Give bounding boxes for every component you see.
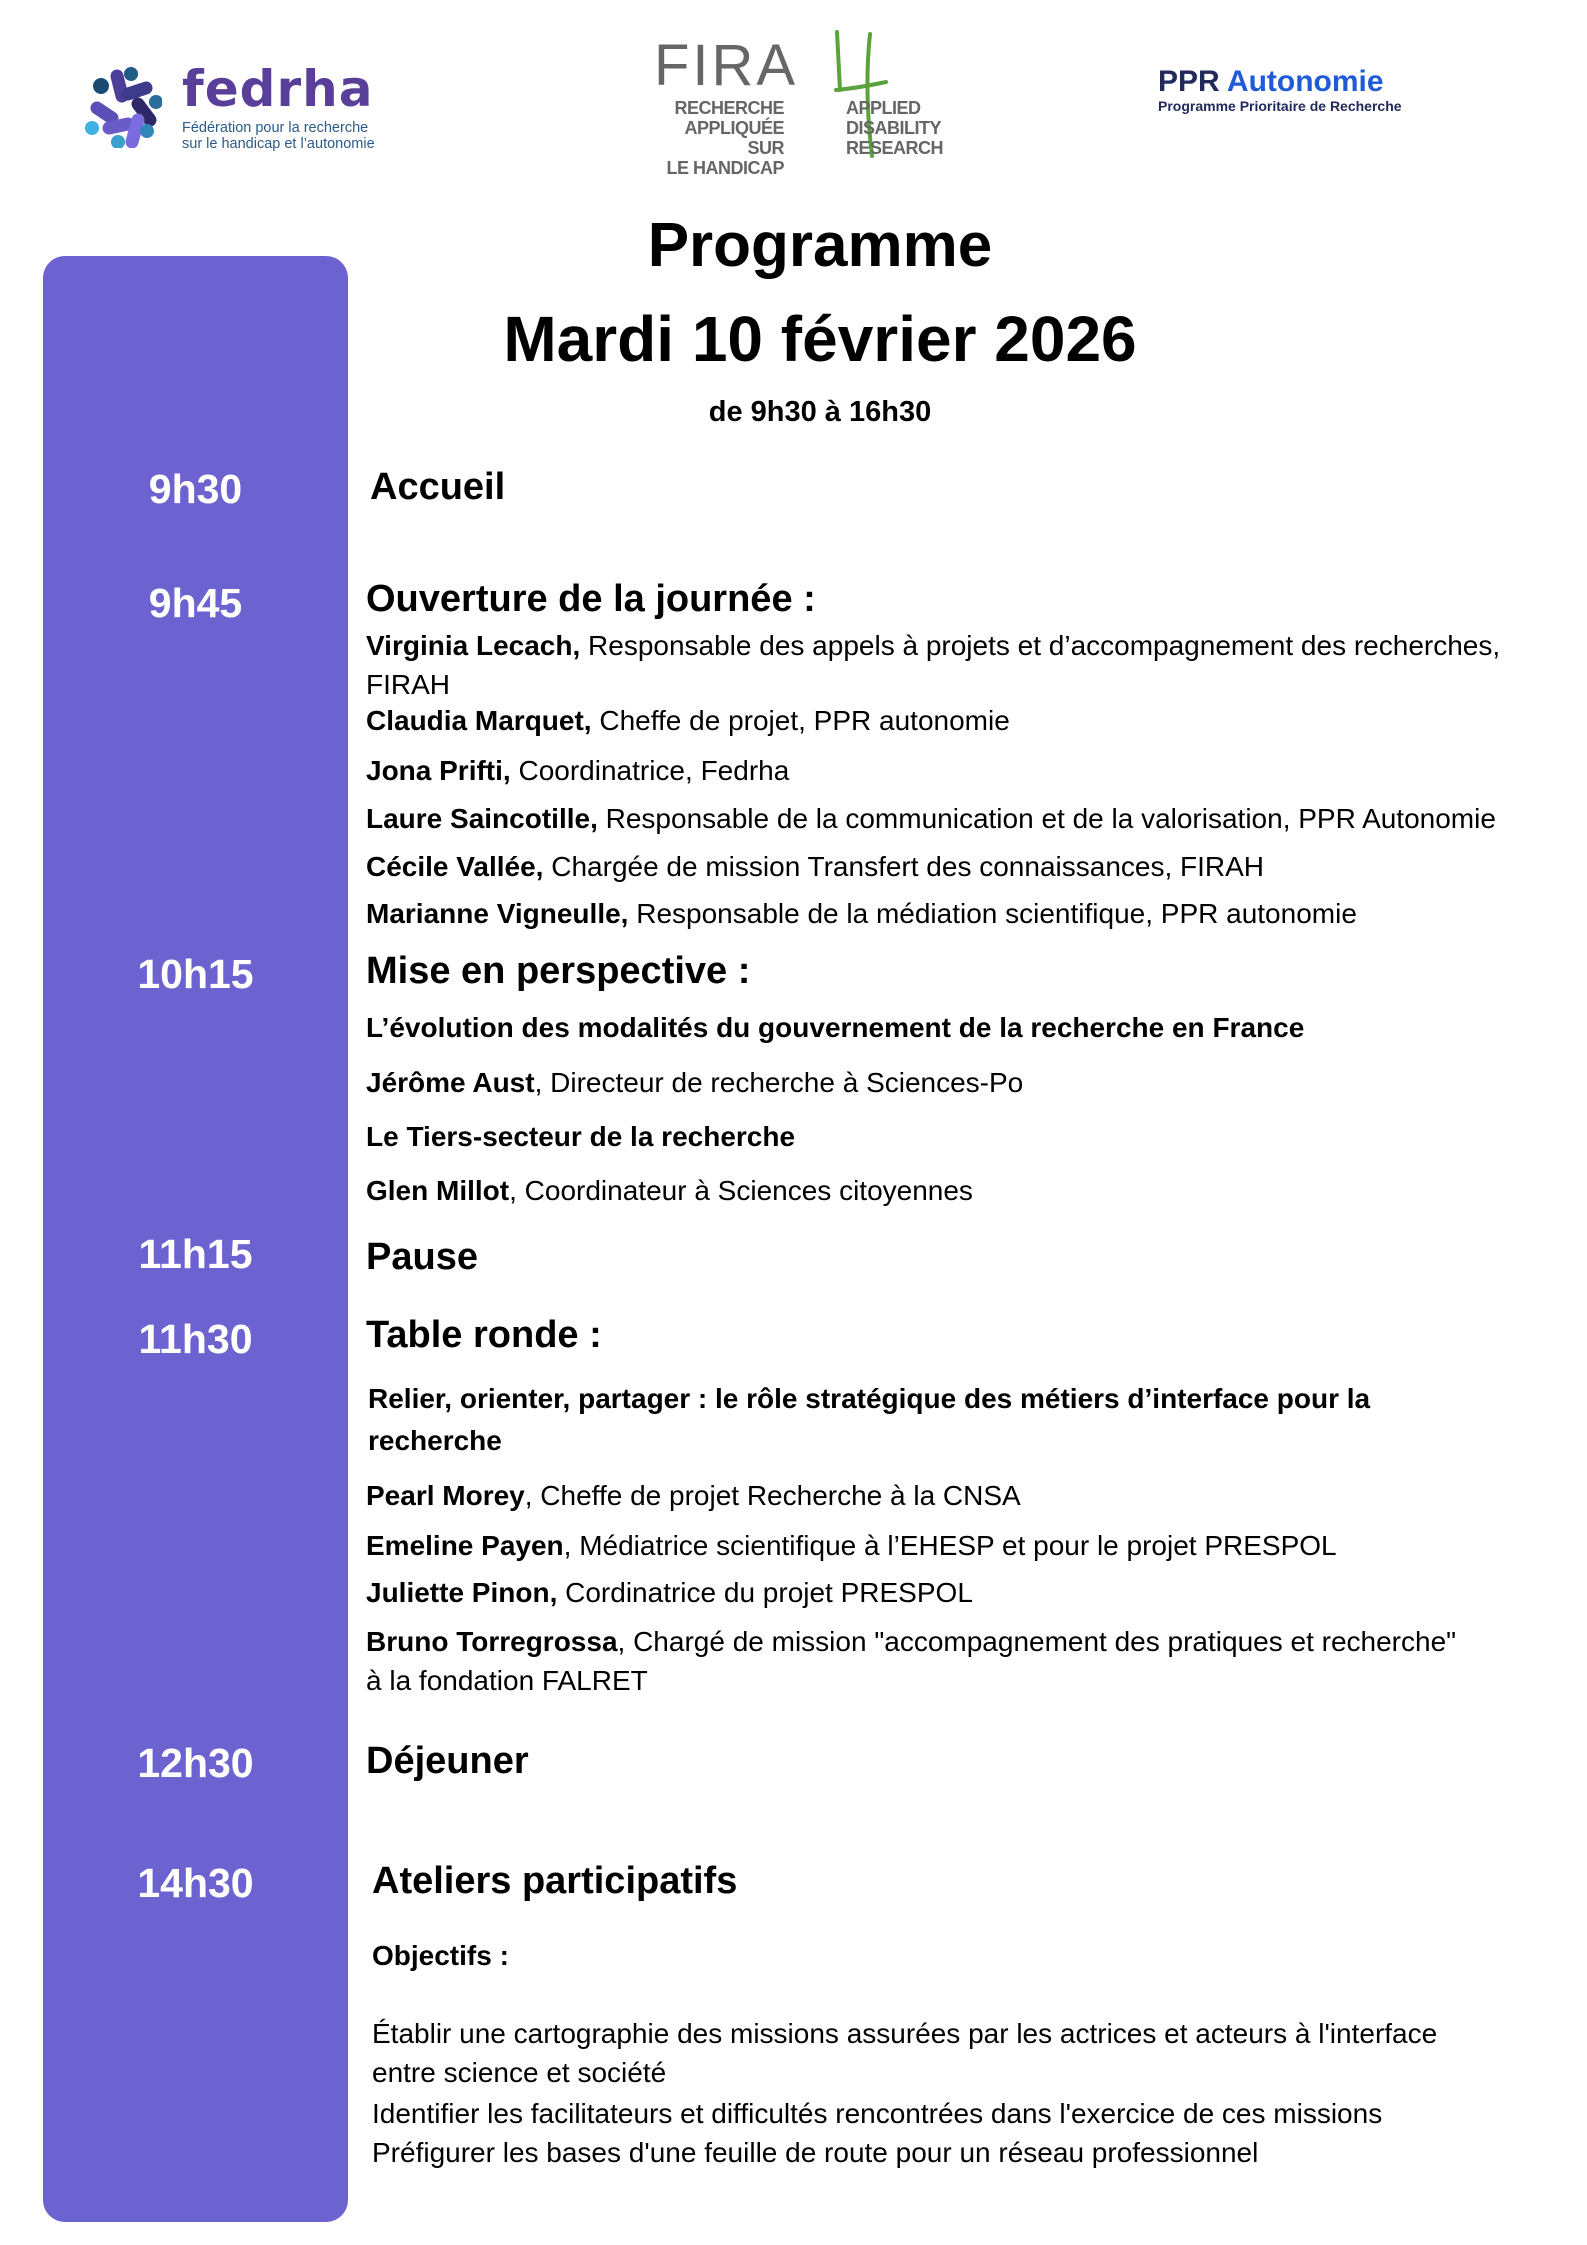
- speaker-line: [366, 803, 1496, 835]
- firah-left-line: APPLIQUÉE SUR: [684, 118, 784, 158]
- session-title-perspective: Mise en perspective :: [366, 950, 751, 992]
- speaker-name: Claudia Marquet,: [366, 705, 592, 736]
- speaker-name: Emeline Payen: [366, 1530, 564, 1561]
- speaker-role: Responsable des appels à projets et d’accompagnement des recherches,: [580, 630, 1501, 661]
- speaker-line: [366, 1067, 1023, 1099]
- speaker-name: Virginia Lecach,: [366, 630, 581, 661]
- fedrha-molecule-icon: [84, 62, 162, 148]
- session-title-ouverture: Ouverture de la journée :: [366, 578, 816, 620]
- time-label: 9h45: [148, 580, 243, 626]
- firah-right-line: DISABILITY: [846, 118, 942, 138]
- time-label: 11h30: [138, 1316, 253, 1362]
- speaker-line: [366, 755, 789, 787]
- speaker-name: Laure Saincotille,: [366, 803, 598, 834]
- fedrha-logo: [84, 62, 414, 158]
- speaker-role: , Cheffe de projet Recherche à la CNSA: [524, 1480, 1021, 1511]
- session-title-ateliers: Ateliers participatifs: [372, 1860, 738, 1902]
- firah-right-line: APPLIED: [846, 98, 921, 118]
- fedrha-subtitle-line2: sur le handicap et l’autonomie: [182, 136, 375, 152]
- session-title-dejeuner: Déjeuner: [366, 1740, 529, 1782]
- speaker-line: [366, 851, 1264, 883]
- speaker-name: Pearl Morey: [366, 1480, 525, 1511]
- ppr-text: PPR: [1158, 65, 1220, 98]
- session-title-pause: Pause: [366, 1236, 478, 1278]
- fedrha-subtitle-line1: Fédération pour la recherche: [182, 120, 369, 136]
- speaker-name: Bruno Torregrossa: [366, 1626, 618, 1657]
- speaker-role-continued: FIRAH: [366, 669, 450, 700]
- speaker-line: [366, 1626, 1456, 1658]
- firah-wordmark: FIRA: [654, 33, 799, 98]
- session-title-table-ronde: Table ronde :: [366, 1314, 602, 1356]
- time-label: 12h30: [137, 1740, 254, 1786]
- autonomie-text: Autonomie: [1226, 65, 1384, 98]
- speaker-role: Responsable de la médiation scientifique, PPR autonomie: [628, 898, 1357, 929]
- firah-left-line: LE HANDICAP: [666, 158, 784, 178]
- speaker-role: , Coordinateur à Sciences citoyennes: [509, 1175, 973, 1206]
- speaker-role: , Médiatrice scientifique à l’EHESP et pour le projet PRESPOL: [563, 1530, 1337, 1561]
- round-table-topic-continued: recherche: [368, 1425, 502, 1456]
- fedrha-wordmark: fedrha: [182, 60, 374, 118]
- time-label: 9h30: [148, 466, 243, 512]
- speaker-role: , Directeur de recherche à Sciences-Po: [534, 1067, 1024, 1098]
- event-date: Mardi 10 février 2026: [503, 303, 1137, 375]
- talk-title: Le Tiers-secteur de la recherche: [366, 1121, 796, 1152]
- ppr-wordmark: [1158, 66, 1402, 98]
- speaker-line: [366, 1530, 1337, 1562]
- speaker-name: Glen Millot: [366, 1175, 510, 1206]
- time-label: 11h15: [138, 1231, 253, 1277]
- firah-left-line: RECHERCHE: [674, 98, 784, 118]
- firah-logo: [650, 30, 950, 178]
- speaker-name: Jona Prifti,: [366, 755, 511, 786]
- speaker-name: Juliette Pinon,: [366, 1577, 558, 1608]
- speaker-name: Marianne Vigneulle,: [366, 898, 629, 929]
- speaker-role: Responsable de la communication et de la valorisation, PPR Autonomie: [597, 803, 1496, 834]
- speaker-line: [366, 630, 1500, 662]
- objective-line: Identifier les facilitateurs et difficultés rencontrées dans l'exercice de ces missions: [372, 2098, 1383, 2129]
- speaker-role-continued: à la fondation FALRET: [366, 1665, 648, 1696]
- speaker-name: Cécile Vallée,: [366, 851, 544, 882]
- page-title: Programme: [647, 211, 993, 280]
- speaker-role: Chargée de mission Transfert des connaissances, FIRAH: [543, 851, 1265, 882]
- time-label: 14h30: [137, 1860, 254, 1906]
- firah-right-line: RESEARCH: [846, 138, 944, 158]
- round-table-topic: Relier, orienter, partager : le rôle stratégique des métiers d’interface pour la: [368, 1383, 1371, 1414]
- event-hours: de 9h30 à 16h30: [708, 396, 932, 428]
- ppr-autonomie-logo: [1158, 66, 1402, 114]
- speaker-line: [366, 705, 1010, 737]
- ppr-subtitle: Programme Prioritaire de Recherche: [1158, 98, 1402, 114]
- speaker-role: , Chargé de mission "accompagnement des pratiques et recherche": [617, 1626, 1457, 1657]
- speaker-line: [366, 1175, 973, 1207]
- speaker-role: Coordinatrice, Fedrha: [510, 755, 790, 786]
- firah-left-text: [650, 98, 784, 178]
- speaker-line: [366, 898, 1357, 930]
- talk-title: L’évolution des modalités du gouvernement de la recherche en France: [366, 1012, 1305, 1043]
- objective-line: Établir une cartographie des missions assurées par les actrices et acteurs à l'interface: [372, 2018, 1438, 2049]
- firah-right-text: [846, 98, 943, 158]
- speaker-role: Cheffe de projet, PPR autonomie: [591, 705, 1010, 736]
- session-title-accueil: Accueil: [370, 466, 506, 508]
- time-label: 10h15: [137, 951, 254, 997]
- objectives-label: Objectifs :: [372, 1940, 509, 1971]
- objective-line: Préfigurer les bases d'une feuille de route pour un réseau professionnel: [372, 2137, 1259, 2168]
- objective-line: entre science et société: [372, 2057, 667, 2088]
- speaker-line: [366, 1480, 1021, 1512]
- speaker-name: Jérôme Aust: [366, 1067, 535, 1098]
- speaker-role: Cordinatrice du projet PRESPOL: [557, 1577, 973, 1608]
- speaker-line: [366, 1577, 973, 1609]
